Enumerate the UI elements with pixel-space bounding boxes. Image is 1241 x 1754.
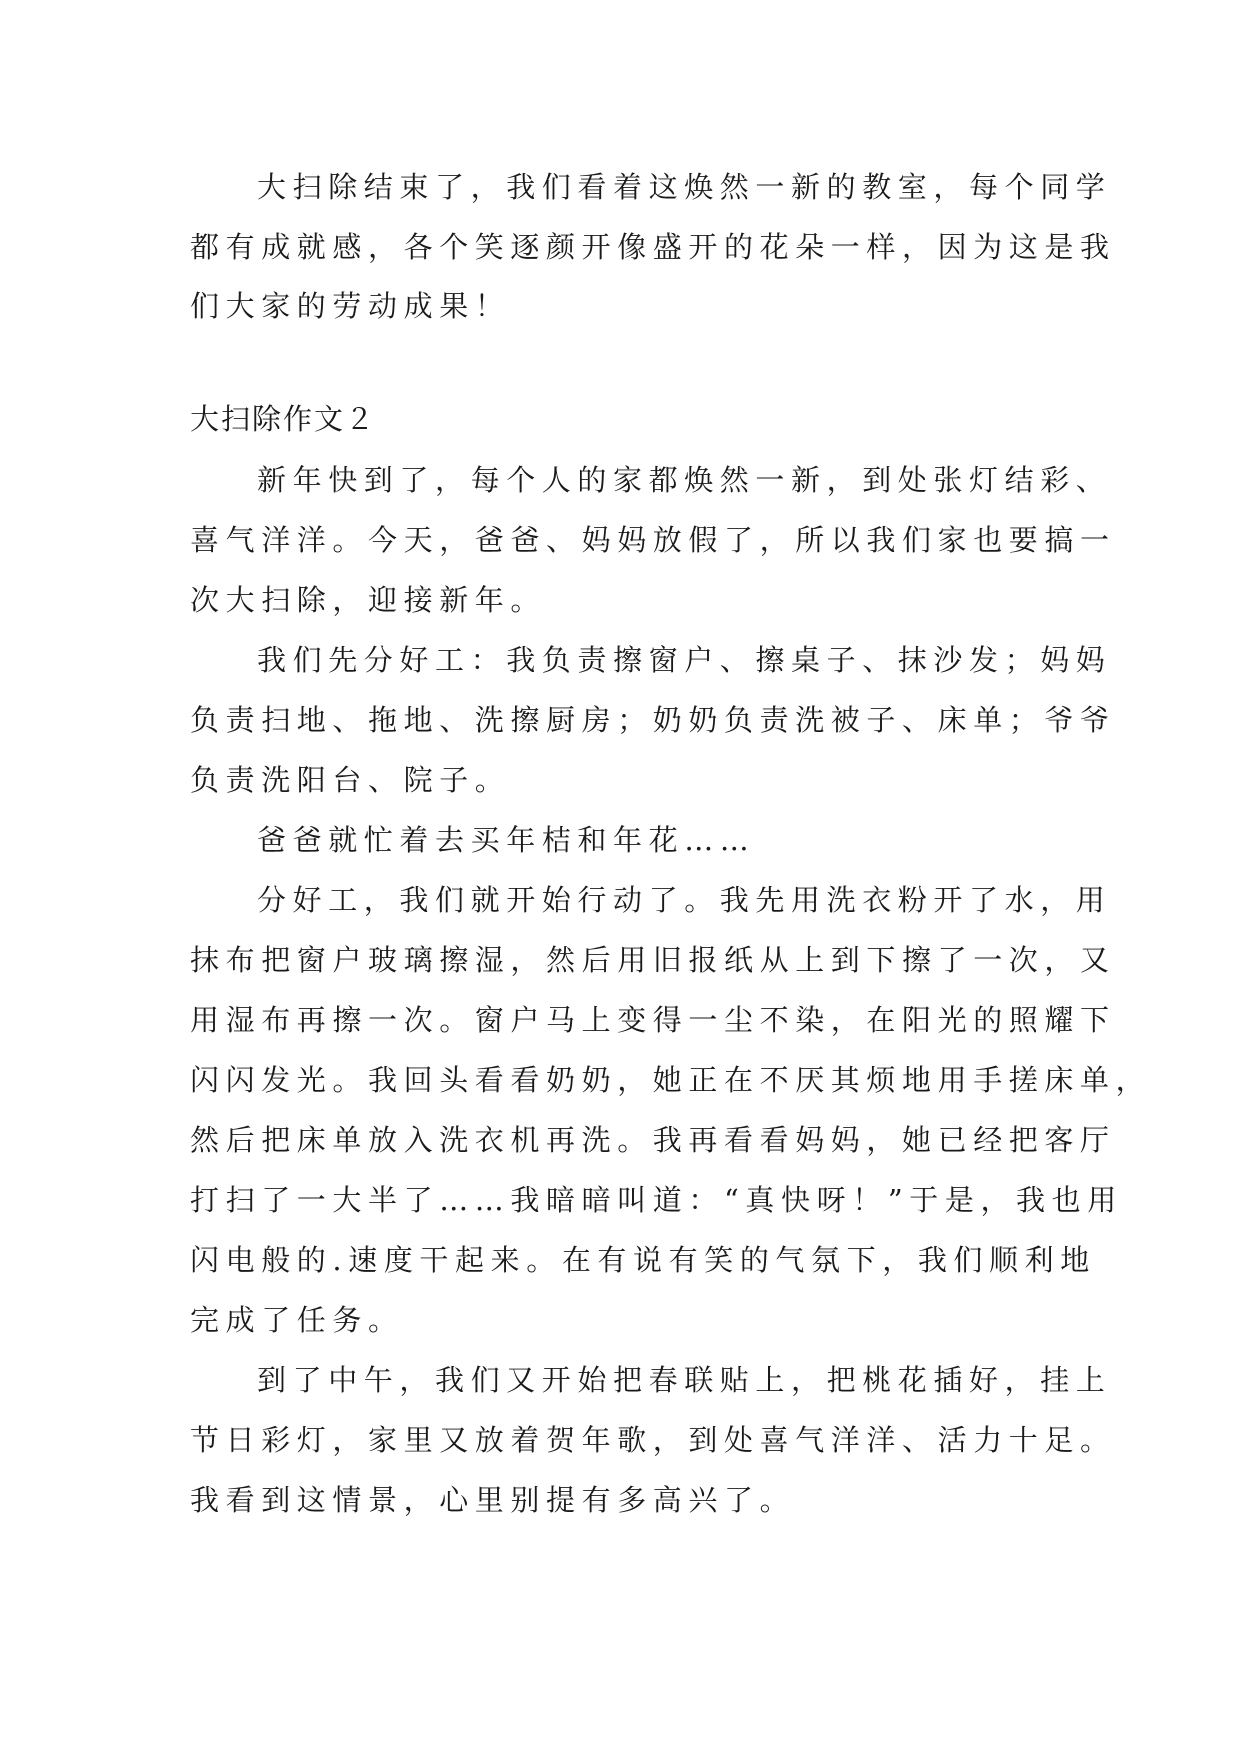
paragraph-3-line-1: 我们先分好工：我负责擦窗户、擦桌子、抹沙发；妈妈 [257,643,1112,677]
paragraph-5-line-5: 然后把床单放入洗衣机再洗。我再看看妈妈，她已经把客厅 [190,1123,1116,1157]
paragraph-5-line-7: 闪电般的.速度干起来。在有说有笑的气氛下，我们顺利地 [190,1243,1096,1277]
section-heading: 大扫除作文２ [190,402,377,436]
paragraph-5-line-6: 打扫了一大半了……我暗暗叫道：“真快呀！”于是，我也用 [190,1183,1123,1217]
paragraph-1-line-1: 大扫除结束了，我们看着这焕然一新的教室，每个同学 [257,170,1112,204]
paragraph-4-line-1: 爸爸就忙着去买年桔和年花…… [257,823,756,857]
paragraph-5-line-8: 完成了任务。 [190,1303,404,1337]
paragraph-2-line-2: 喜气洋洋。今天，爸爸、妈妈放假了，所以我们家也要搞一 [190,523,1116,557]
paragraph-6-line-1: 到了中午，我们又开始把春联贴上，把桃花插好，挂上 [257,1363,1112,1397]
paragraph-3-line-2: 负责扫地、拖地、洗擦厨房；奶奶负责洗被子、床单；爷爷 [190,703,1116,737]
paragraph-6-line-2: 节日彩灯，家里又放着贺年歌，到处喜气洋洋、活力十足。 [190,1423,1116,1457]
paragraph-6-line-3: 我看到这情景，心里别提有多高兴了。 [190,1483,796,1517]
paragraph-3-line-3: 负责洗阳台、院子。 [190,763,511,797]
paragraph-2-line-1: 新年快到了，每个人的家都焕然一新，到处张灯结彩、 [257,463,1112,497]
paragraph-5-line-1: 分好工，我们就开始行动了。我先用洗衣粉开了水，用 [257,883,1112,917]
paragraph-1-line-2: 都有成就感，各个笑逐颜开像盛开的花朵一样，因为这是我 [190,230,1116,264]
paragraph-2-line-3: 次大扫除，迎接新年。 [190,583,547,617]
paragraph-5-line-3: 用湿布再擦一次。窗户马上变得一尘不染，在阳光的照耀下 [190,1003,1116,1037]
paragraph-1-line-3: 们大家的劳动成果！ [190,289,511,323]
paragraph-5-line-4: 闪闪发光。我回头看看奶奶，她正在不厌其烦地用手搓床单， [190,1063,1152,1097]
paragraph-5-line-2: 抹布把窗户玻璃擦湿，然后用旧报纸从上到下擦了一次，又 [190,943,1116,977]
